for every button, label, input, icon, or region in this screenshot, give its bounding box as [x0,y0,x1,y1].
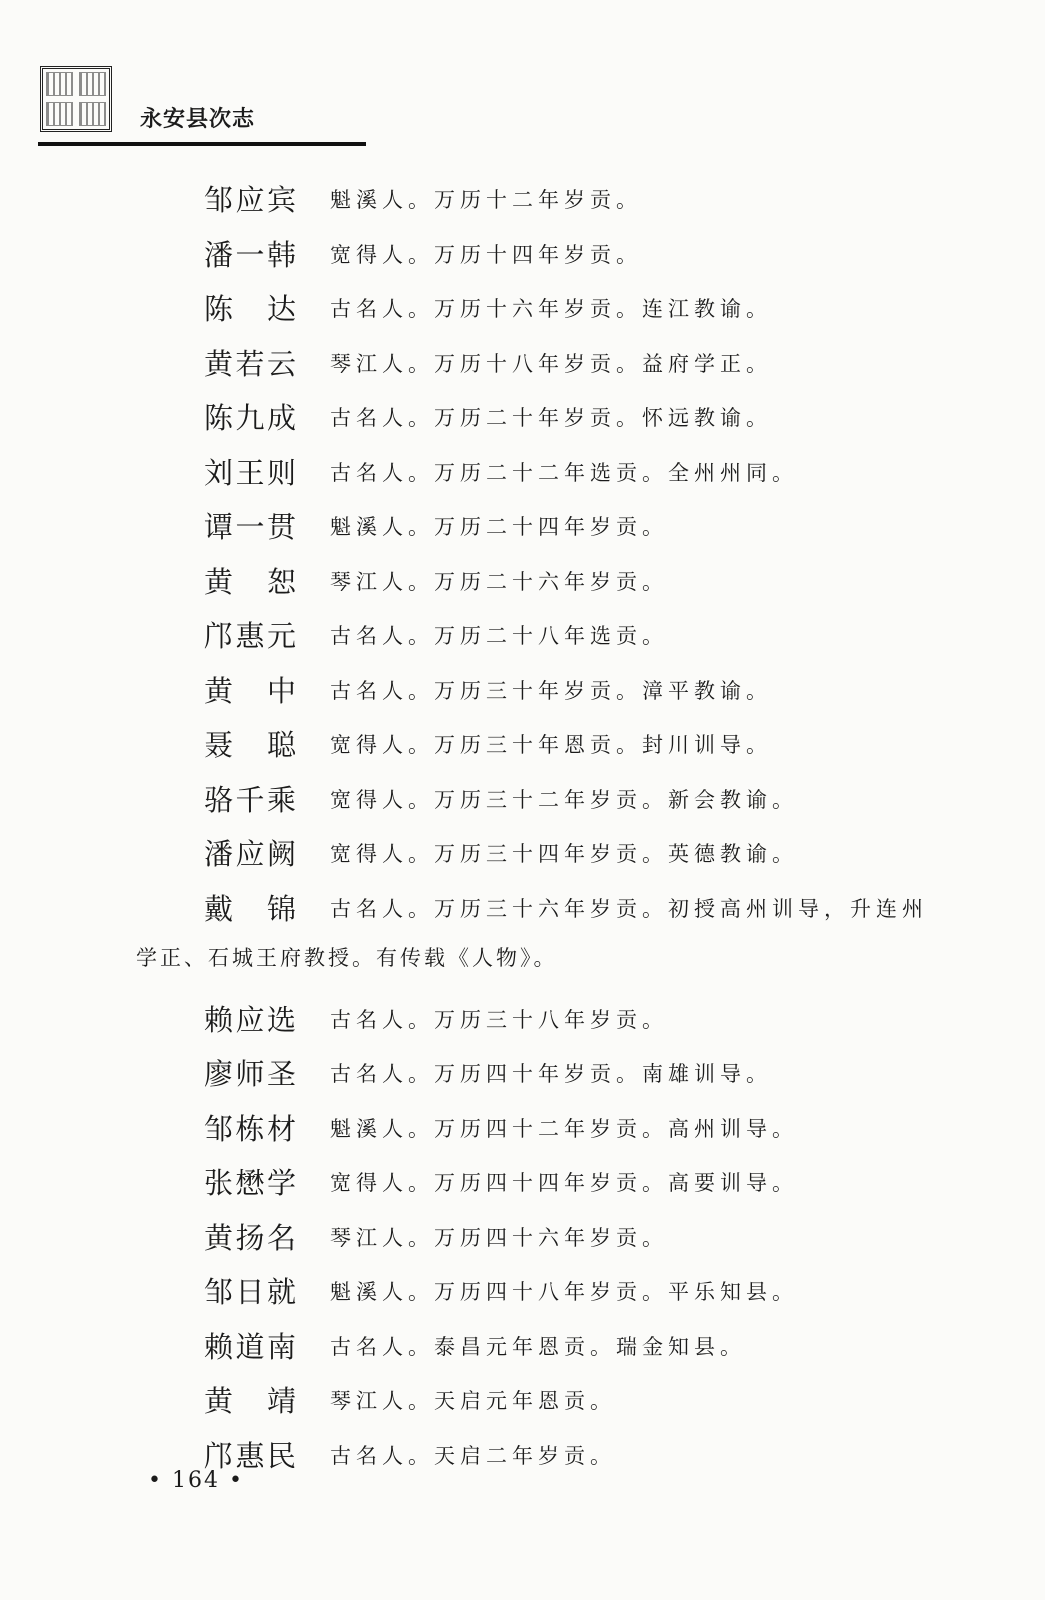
person-description: 古名人。万历四十年岁贡。南雄训导。 [330,1062,772,1086]
person-description: 宽得人。万历三十四年岁贡。英德教谕。 [330,842,798,866]
person-name: 黄恕 [204,564,296,599]
list-item [0,990,1045,1045]
person-description: 古名人。万历二十八年选贡。 [330,624,668,648]
person-description: 古名人。万历三十年岁贡。漳平教谕。 [330,678,772,703]
person-description: 琴江人。万历二十六年岁贡。 [330,569,668,594]
person-name: 谭一贯 [204,510,296,544]
person-description: 宽得人。万历三十二年岁贡。新会教谕。 [330,787,798,812]
list-item [0,1317,1045,1372]
list-item [0,1208,1045,1263]
book-title: 永安县次志 [140,107,256,132]
person-name: 邝惠元 [204,619,296,653]
person-name: 赖应选 [204,1002,296,1037]
person-description: 古名人。万历二十年岁贡。怀远教谕。 [330,406,772,430]
list-item [0,170,1045,225]
person-name: 陈九成 [204,401,296,435]
person-description: 琴江人。万历四十六年岁贡。 [330,1225,668,1250]
list-item [0,1099,1045,1154]
person-description: 魁溪人。万历二十四年岁贡。 [330,515,668,539]
person-name: 黄中 [204,673,296,708]
person-description: 古名人。万历三十八年岁贡。 [330,1007,668,1032]
person-description: 魁溪人。万历十二年岁贡。 [330,188,642,212]
person-description: 宽得人。万历十四年岁贡。 [330,242,642,267]
person-name: 刘王则 [204,455,296,490]
list-item [0,606,1045,661]
person-name: 邹日就 [204,1275,296,1309]
person-name: 邹栋材 [204,1111,296,1146]
person-name: 赖道南 [204,1329,296,1364]
list-item [0,1262,1045,1317]
list-item [0,279,1045,334]
person-name: 黄扬名 [204,1220,296,1255]
header-rule [38,142,366,146]
person-description: 琴江人。万历十八年岁贡。益府学正。 [330,351,772,376]
list-item [0,443,1045,498]
list-item [0,824,1045,879]
person-name: 戴锦 [204,891,296,926]
person-description: 古名人。天启二年岁贡。 [330,1443,616,1468]
person-name: 骆千乘 [204,782,296,817]
person-description: 古名人。万历三十六年岁贡。初授高州训导，升连州 [330,896,928,921]
person-name: 张懋学 [204,1166,296,1200]
person-description: 琴江人。天启元年恩贡。 [330,1389,616,1413]
list-item [0,770,1045,825]
person-name: 潘一韩 [204,237,296,272]
person-name: 黄靖 [204,1384,296,1418]
list-item [0,225,1045,280]
list-item [0,1153,1045,1208]
person-description: 宽得人。万历四十四年岁贡。高要训导。 [330,1171,798,1195]
entry-list [0,170,1045,1480]
list-item [0,497,1045,552]
list-item [0,334,1045,389]
person-description: 魁溪人。万历四十二年岁贡。高州训导。 [330,1116,798,1141]
list-item [0,388,1045,443]
person-name: 陈达 [204,292,296,326]
seal-logo-icon [40,66,112,132]
list-item [0,661,1045,716]
list-item [0,879,1045,990]
person-description: 古名人。万历十六年岁贡。连江教谕。 [330,297,772,321]
person-description: 古名人。万历二十二年选贡。全州州同。 [330,460,798,485]
person-description: 古名人。泰昌元年恩贡。瑞金知县。 [330,1334,746,1359]
person-name: 廖师圣 [204,1057,296,1091]
list-item [0,1371,1045,1426]
person-name: 邹应宾 [204,183,296,217]
page-number: • 164 • [148,1468,244,1493]
person-description-continued: 学正、石城王府教授。有传载《人物》。 [136,945,558,970]
person-description: 宽得人。万历三十年恩贡。封川训导。 [330,733,772,757]
list-item [0,552,1045,607]
person-description: 魁溪人。万历四十八年岁贡。平乐知县。 [330,1280,798,1304]
person-name: 邝惠民 [204,1438,296,1473]
person-name: 聂聪 [204,728,296,762]
person-name: 潘应阙 [204,837,296,871]
list-item [0,715,1045,770]
person-name: 黄若云 [204,346,296,381]
list-item [0,1044,1045,1099]
